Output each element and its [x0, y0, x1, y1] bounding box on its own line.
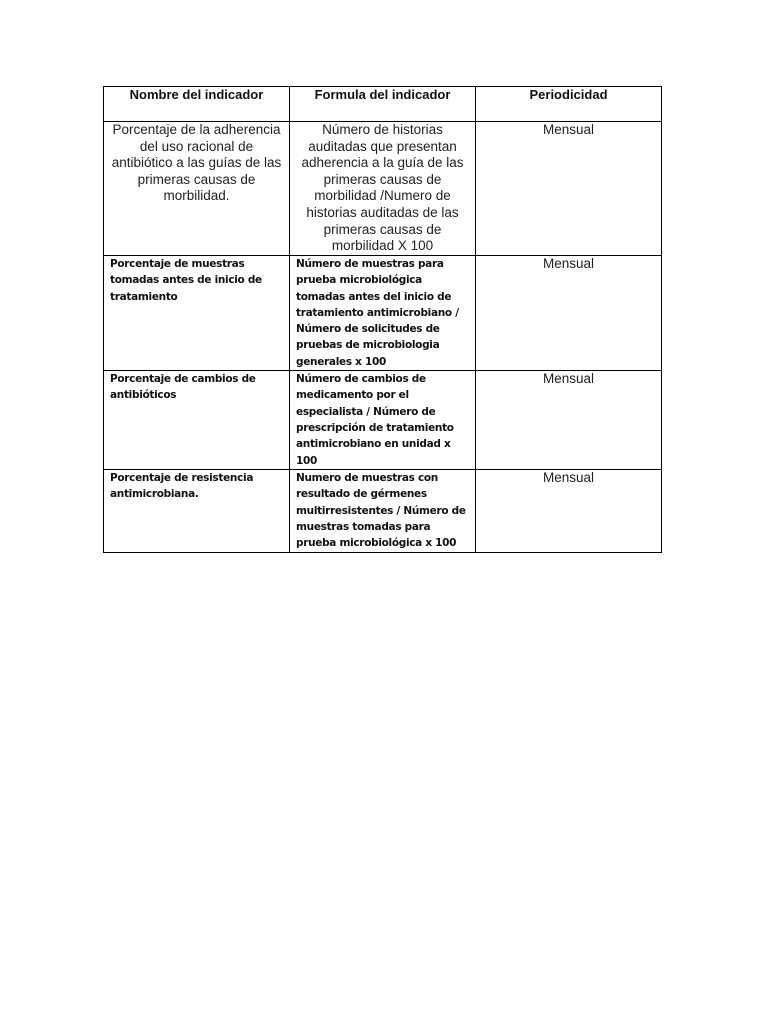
indicator-name-cell: Porcentaje de la adherencia del uso racional de antibiótico a las guías de las primeras causas de morbilidad. — [104, 122, 290, 256]
indicator-formula-cell: Número de historias auditadas que presentan adherencia a la guía de las primeras causas de morbilidad /Numero de historias auditadas de las primeras causas de morbilidad X 100 — [290, 122, 476, 256]
indicator-name-cell: Porcentaje de resistencia antimicrobiana. — [104, 470, 290, 552]
table-row — [104, 256, 662, 371]
table-row — [104, 470, 662, 552]
indicator-name-cell: Porcentaje de muestras tomadas antes de inicio de tratamiento — [104, 256, 290, 371]
indicator-formula-cell: Número de cambios de medicamento por el especialista / Número de prescripción de tratamiento antimicrobiano en unidad x 100 — [290, 371, 476, 470]
indicators-table — [103, 86, 662, 553]
indicator-periodicity-cell: Mensual — [476, 256, 662, 371]
indicator-periodicity-cell: Mensual — [476, 122, 662, 256]
table-header-row — [104, 87, 662, 122]
table-row — [104, 371, 662, 470]
header-periodicidad: Periodicidad — [476, 87, 662, 122]
header-nombre-del-indicador: Nombre del indicador — [104, 87, 290, 122]
indicator-name-cell: Porcentaje de cambios de antibióticos — [104, 371, 290, 470]
indicator-formula-cell: Numero de muestras con resultado de gérmenes multirresistentes / Número de muestras tomadas para prueba microbiológica x 100 — [290, 470, 476, 552]
header-formula-del-indicador: Formula del indicador — [290, 87, 476, 122]
table-row — [104, 122, 662, 256]
indicator-periodicity-cell: Mensual — [476, 470, 662, 552]
indicator-periodicity-cell: Mensual — [476, 371, 662, 470]
indicator-formula-cell: Número de muestras para prueba microbiológica tomadas antes del inicio de tratamiento antimicrobiano / Número de solicitudes de pruebas de microbiologia generales x 100 — [290, 256, 476, 371]
